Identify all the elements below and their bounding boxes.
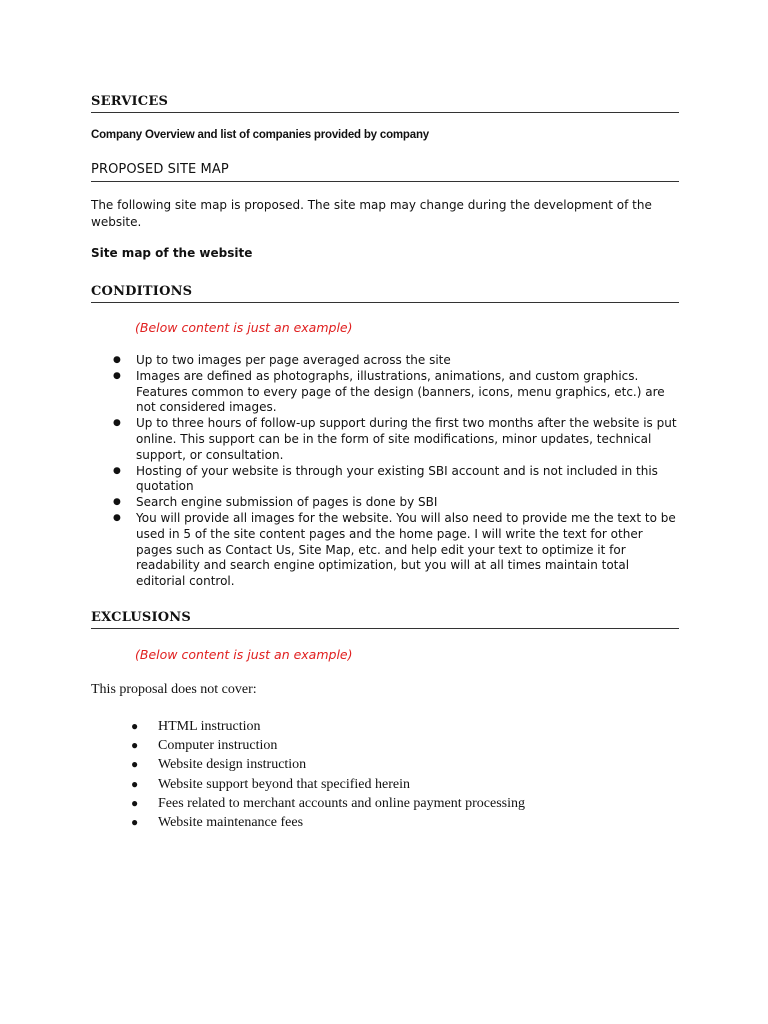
list-item <box>91 464 679 496</box>
list-item-text: Computer instruction <box>158 738 278 754</box>
list-item-text: You will provide all images for the website. You will also need to provide me the text to be used in 5 of the site content pages and the home page. I will write the text for other pages such as Contact Us, Site Map, etc. and help edit your text to optimize it for readability and search engine optimization, but you will at all times maintain total editorial control. <box>136 510 676 589</box>
sitemap-paragraph: The following site map is proposed. The site map may change during the development of the website. <box>91 198 652 229</box>
list-item-text: Website support beyond that specified herein <box>158 776 410 792</box>
list-item-text: Images are defined as photographs, illustrations, animations, and custom graphics. Features common to every page of the design (banners, icons, menu graphics, etc.) are not considered images. <box>136 368 665 415</box>
exclusions-rule <box>91 628 679 629</box>
list-item <box>91 416 679 463</box>
list-item <box>91 736 679 755</box>
bullet-icon: ● <box>113 512 121 523</box>
services-subtitle: Company Overview and list of companies provided by company <box>91 129 429 141</box>
bullet-icon: ● <box>113 418 121 429</box>
list-item <box>91 369 679 416</box>
sitemap-heading: PROPOSED SITE MAP <box>91 162 229 177</box>
list-item-text: Website design instruction <box>158 757 307 773</box>
bullet-icon: ● <box>113 355 121 365</box>
list-item-text: Hosting of your website is through your existing SBI account and is not included in this quotation <box>136 463 658 494</box>
list-item-text: Website maintenance fees <box>158 815 304 831</box>
conditions-list <box>91 353 679 590</box>
conditions-heading: CONDITIONS <box>91 284 193 299</box>
bullet-icon: ● <box>113 465 121 476</box>
bullet-icon: ● <box>131 776 139 791</box>
bullet-icon: ● <box>131 795 139 810</box>
bullet-icon: ● <box>131 738 139 753</box>
list-item-text: Fees related to merchant accounts and online payment processing <box>158 795 525 811</box>
bullet-icon: ● <box>131 815 139 830</box>
list-item <box>91 775 679 794</box>
conditions-rule <box>91 302 679 303</box>
bullet-icon: ● <box>113 497 121 508</box>
list-item <box>91 717 679 736</box>
exclusions-heading: EXCLUSIONS <box>91 610 191 625</box>
list-item-text: Up to three hours of follow-up support during the first two months after the website is put online. This support can be in the form of site modifications, minor updates, technical support, or consultation. <box>136 416 677 462</box>
list-item-text: HTML instruction <box>158 719 261 734</box>
list-item <box>91 794 679 813</box>
list-item <box>91 511 679 590</box>
services-rule <box>91 112 679 113</box>
exclusions-example-note: (Below content is just an example) <box>135 647 353 662</box>
list-item-text: Up to two images per page averaged across the site <box>136 353 451 367</box>
services-heading: SERVICES <box>91 94 169 109</box>
bullet-icon: ● <box>113 370 121 381</box>
exclusions-list <box>91 717 679 832</box>
list-item <box>91 813 679 832</box>
list-item <box>91 353 679 369</box>
sitemap-rule <box>91 181 679 182</box>
conditions-example-note: (Below content is just an example) <box>135 320 353 335</box>
list-item-text: Search engine submission of pages is done by SBI <box>136 495 438 510</box>
list-item <box>91 755 679 774</box>
bullet-icon: ● <box>131 719 139 733</box>
bullet-icon: ● <box>131 757 139 772</box>
sitemap-title: Site map of the website <box>91 246 253 260</box>
exclusions-intro: This proposal does not cover: <box>91 682 257 697</box>
list-item <box>91 495 679 511</box>
